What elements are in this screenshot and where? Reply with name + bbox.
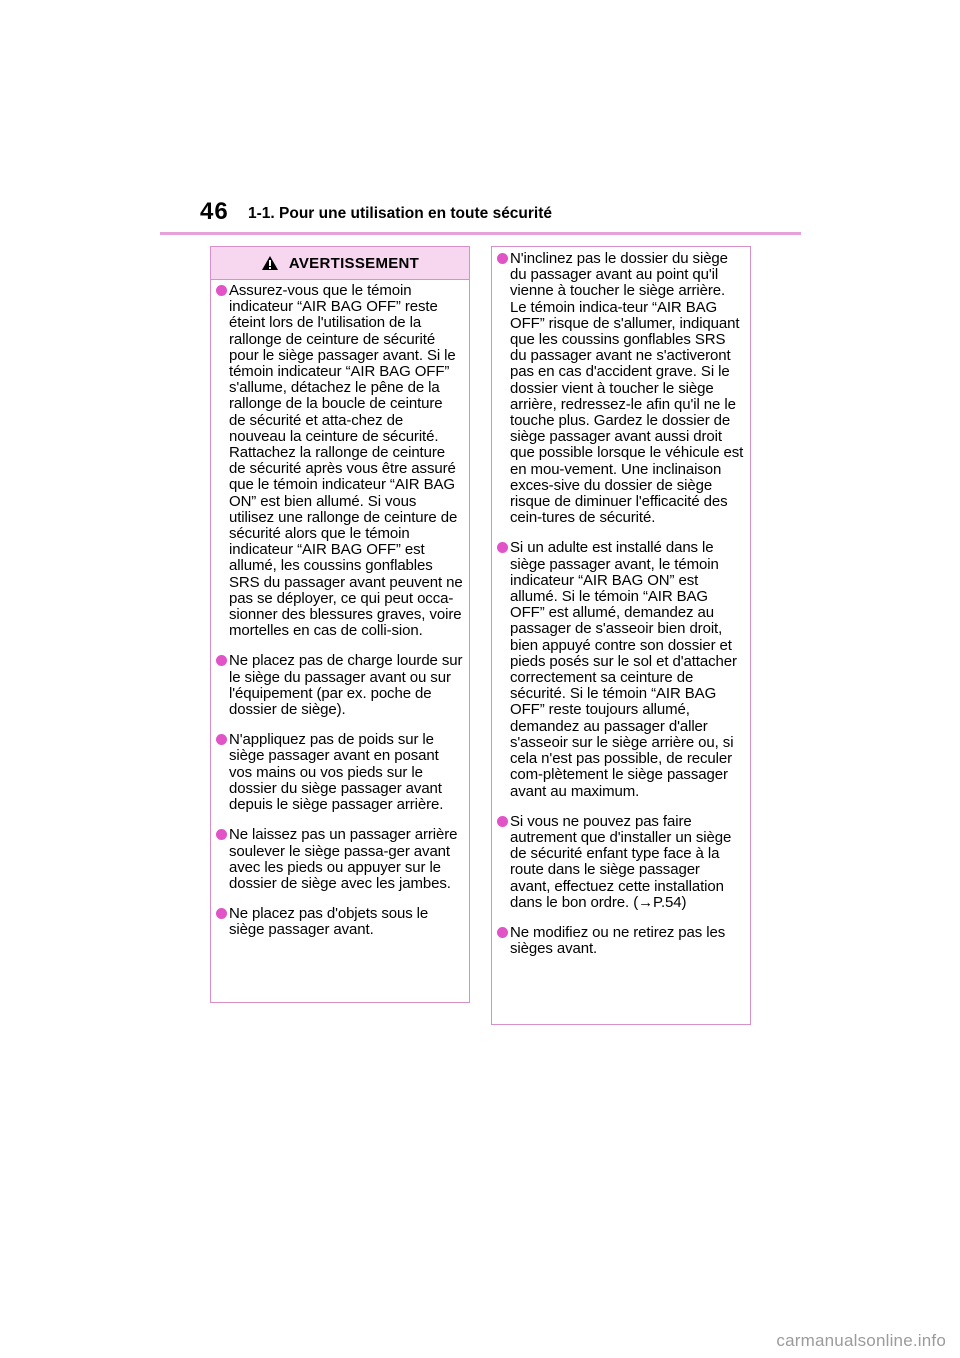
warning-list-left — [211, 280, 469, 939]
bullet-dot-icon — [216, 655, 227, 666]
list-item-text: Assurez-vous que le témoin indicateur “AIR BAG OFF” reste éteint lors de l'utilisation de la rallonge de ceinture de sécurité pour le siège passager avant. Si le témoin indicateur “AIR BAG OFF” s'allume, détachez le pêne de la rallonge de la boucle de ceinture de sécurité et atta-chez de nouveau la ceinture de sécurité. Rattachez la rallonge de ceinture de sécurité après vous être assuré que le témoin indicateur “AIR BAG ON” est bien allumé. Si vous utilisez une rallonge de ceinture de sécurité alors que le témoin indicateur “AIR BAG OFF” est allumé, les coussins gonflables SRS du passager avant peuvent ne pas se déployer, ce qui peut occa-sionner des blessures graves, voire mortelles en cas de colli-sion. — [229, 282, 463, 640]
bullet-dot-icon — [497, 253, 508, 264]
list-item — [498, 251, 744, 526]
list-item — [498, 540, 744, 799]
list-item — [217, 283, 463, 639]
bullet-dot-icon — [216, 285, 227, 296]
warning-box — [210, 246, 470, 1003]
list-item-text: N'inclinez pas le dossier du siège du passager avant au point qu'il vienne à toucher le siège arrière. Le témoin indica-teur “AIR BAG OFF” risque de s'allumer, indiquant que les coussins gonflables SRS du passager avant ne s'activeront pas en cas d'accident grave. Si le dossier vient à toucher le siège arrière, redressez-le afin qu'il ne le touche plus. Gardez le dossier de siège passager avant aussi droit que possible lorsque le véhicule est en mou-vement. Une inclinaison exces-sive du dossier de siège risque de diminuer l'efficacité des cein-tures de sécurité. — [510, 250, 744, 527]
list-item-text: N'appliquez pas de poids sur le siège passager avant en posant vos mains ou vos pieds sur le dossier du siège passager avant depuis le siège passager arrière. — [229, 731, 444, 814]
list-item-text: Ne placez pas d'objets sous le siège passager avant. — [229, 905, 429, 939]
page-number: 46 — [200, 198, 229, 225]
warning-box-continued — [491, 246, 751, 1025]
header-divider — [160, 232, 801, 235]
warning-title: AVERTISSEMENT — [288, 254, 420, 272]
bullet-dot-icon — [216, 734, 227, 745]
list-item — [498, 925, 744, 957]
bullet-dot-icon — [497, 542, 508, 553]
list-item-text: Ne laissez pas un passager arrière soulever le siège passa-ger avant avec les pieds ou appuyer sur le dossier de siège avec les jambes. — [229, 826, 458, 892]
bullet-dot-icon — [497, 816, 508, 827]
warning-list-right — [492, 247, 750, 957]
bullet-dot-icon — [216, 829, 227, 840]
list-item-text: Ne modifiez ou ne retirez pas les sièges avant. — [510, 923, 726, 958]
list-item-text: Ne placez pas de charge lourde sur le siège du passager avant ou sur l'équipement (par ex. poche de dossier de siège). — [229, 652, 463, 719]
warning-triangle-icon — [261, 255, 279, 271]
watermark: carmanualsonline.info — [776, 1331, 946, 1350]
list-item-body: Si vous ne pouvez pas faire autrement que d'installer un siège de sécurité enfant type face à la route dans le siège passager avant, effectuez cette installation dans le bon ordre. — [510, 812, 732, 911]
list-item-text — [510, 814, 744, 911]
page-reference-link[interactable]: (→P.54) — [633, 893, 687, 911]
list-item-text: Si un adulte est installé dans le siège passager avant, le témoin indicateur “AIR BAG ON” est allumé. Si le témoin “AIR BAG OFF” est allumé, demandez au passager de s'asseoir bien droit, bien appuyé contre son dossier et pieds posés sur le sol et d'attacher correctement sa ceinture de sécurité. Si le témoin “AIR BAG OFF” reste toujours allumé, demandez au passager d'aller s'asseoir sur le siège arrière ou, si cela n'est pas possible, de reculer com-plètement le siège passager avant au maximum. — [510, 539, 737, 800]
list-item — [217, 732, 463, 813]
list-item — [217, 653, 463, 718]
list-item — [217, 906, 463, 938]
list-item — [217, 827, 463, 892]
page-header — [0, 0, 960, 240]
warning-header — [211, 247, 469, 280]
section-title: 1-1. Pour une utilisation en toute sécurité — [248, 205, 553, 222]
bullet-dot-icon — [497, 927, 508, 938]
bullet-dot-icon — [216, 908, 227, 919]
list-item — [498, 814, 744, 911]
